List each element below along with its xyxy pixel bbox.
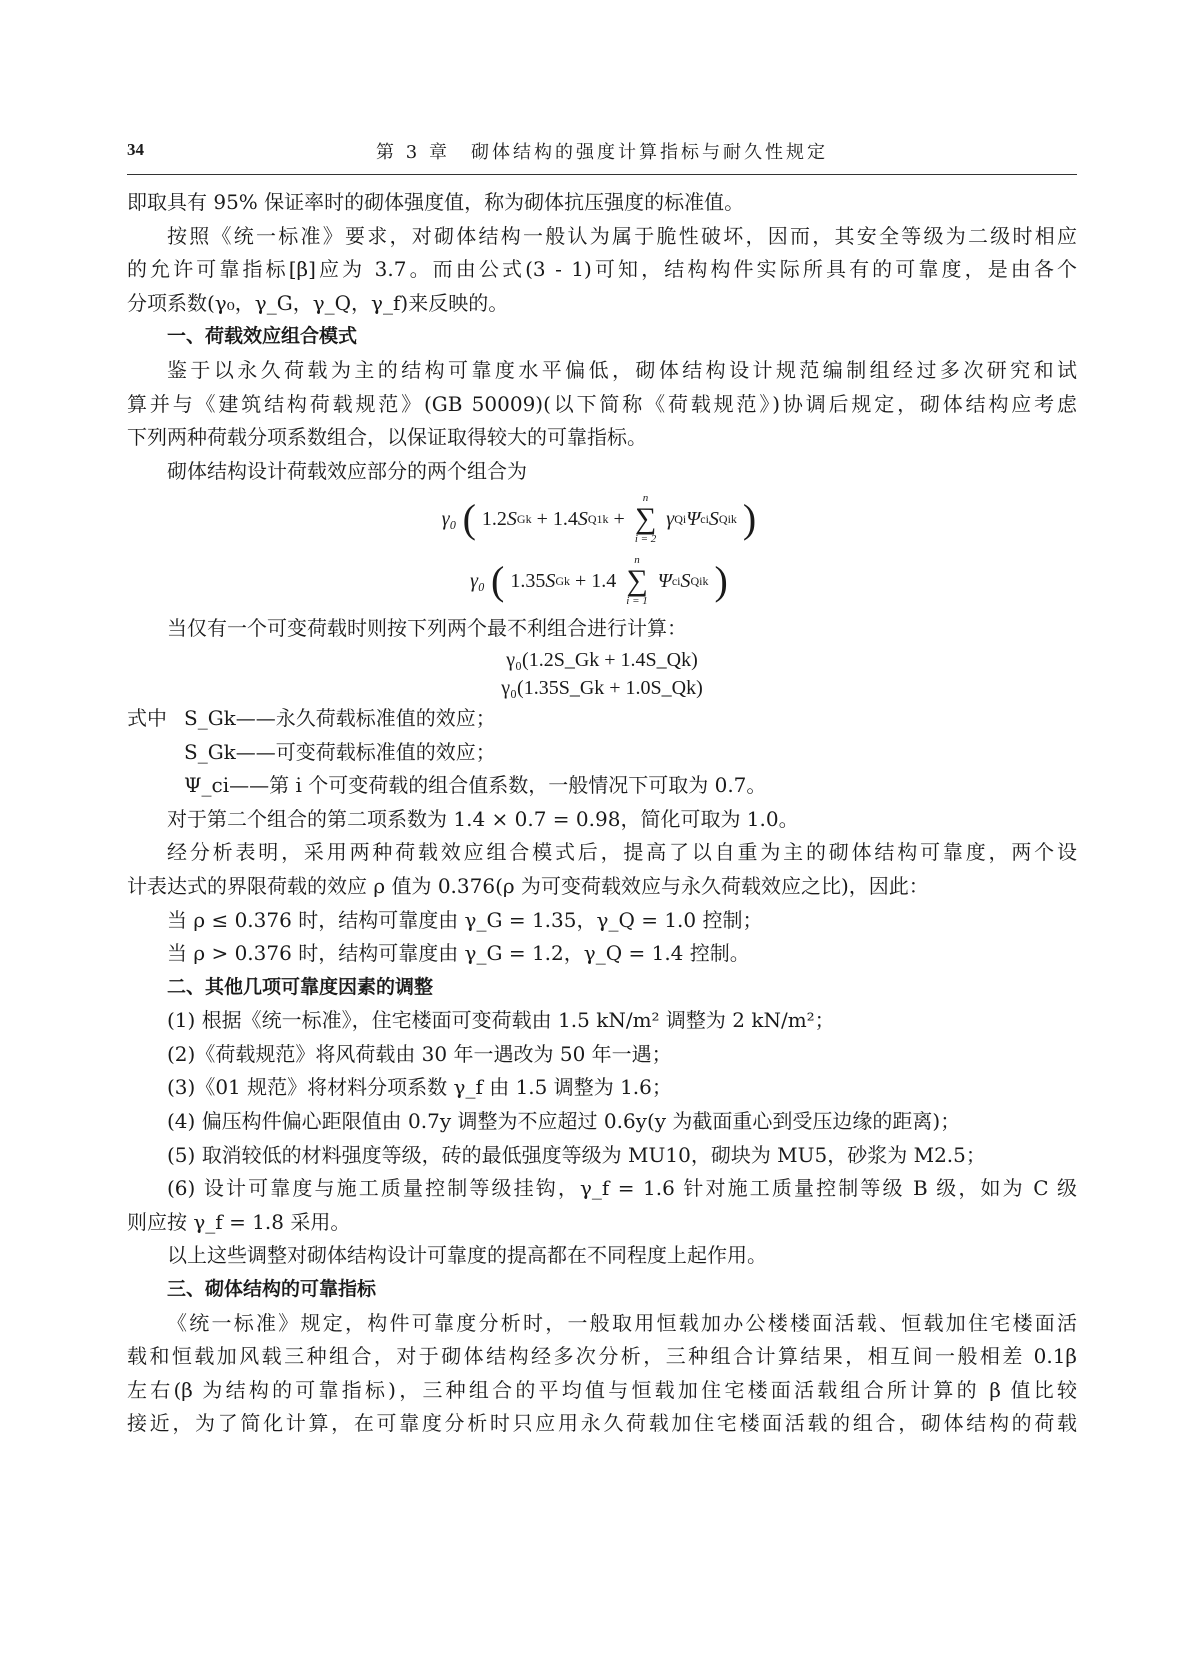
formula-gamma: γ₀: [470, 570, 485, 593]
formula-symbol: S: [680, 570, 691, 593]
formula-single-2: γ₀(1.35S_Gk + 1.0S_Qk): [501, 676, 703, 699]
definition-row: [127, 702, 1077, 736]
paragraph-line: 接近，为了简化计算，在可靠度分析时只应用永久荷载加住宅楼面活载的组合，砌体结构的荷载: [127, 1411, 1077, 1436]
paragraph: 当 ρ ≤ 0.376 时，结构可靠度由 γ_G = 1.35，γ_Q = 1.0 控制；: [167, 907, 763, 932]
paragraph-line: 鉴于以永久荷载为主的结构可靠度水平偏低，砌体结构设计规范编制组经过多次研究和试: [167, 357, 1077, 382]
paragraph-line: 经分析表明，采用两种荷载效应组合模式后，提高了以自重为主的砌体结构可靠度，两个设: [167, 840, 1077, 865]
formula-paren-open: (: [462, 496, 476, 542]
list-item: (6) 设计可靠度与施工质量控制等级挂钩，γ_f = 1.6 针对施工质量控制等级 B 级，如为 C 级: [167, 1176, 1077, 1201]
paragraph-line: 按照《统一标准》要求，对砌体结构一般认为属于脆性破坏，因而，其安全等级为二级时相应: [167, 223, 1077, 248]
section-heading: 三、砌体结构的可靠指标: [167, 1278, 377, 1301]
paragraph: 即取具有 95% 保证率时的砌体强度值，称为砌体抗压强度的标准值。: [127, 190, 745, 214]
sigma-icon: ∑: [634, 502, 657, 536]
list-item: (2)《荷载规范》将风荷载由 30 年一遇改为 50 年一遇；: [167, 1041, 672, 1066]
formula-paren-open: (: [491, 558, 505, 604]
formula-paren-close: ): [714, 558, 728, 604]
formula-combination-1: [127, 488, 1077, 550]
definition-row: Ψ_ci——第 i 个可变荷载的组合值系数，一般情况下可取为 0.7。: [184, 773, 767, 798]
formula-symbol: S: [545, 570, 556, 593]
summation: [635, 493, 656, 545]
sum-lower: i = 1: [626, 595, 648, 608]
formula-combination-2: [127, 550, 1077, 612]
list-item: (3)《01 规范》将材料分项系数 γ_f 由 1.5 调整为 1.6；: [167, 1075, 672, 1100]
list-item-continuation: 则应按 γ_f = 1.8 采用。: [127, 1209, 351, 1234]
paragraph: 当 ρ > 0.376 时，结构可靠度由 γ_G = 1.2，γ_Q = 1.4 控制。: [167, 941, 750, 966]
paragraph: 砌体结构设计荷载效应部分的两个组合为: [167, 458, 527, 483]
sum-lower: i = 2: [634, 533, 657, 546]
section-heading: 一、荷载效应组合模式: [167, 325, 358, 348]
summation: [626, 555, 647, 607]
paragraph: 以上这些调整对砌体结构设计可靠度的提高都在不同程度上起作用。: [167, 1243, 767, 1268]
paragraph-line: 的允许可靠指标[β]应为 3.7。而由公式(3 - 1)可知，结构构件实际所具有的可靠度，是由各个: [127, 257, 1077, 282]
formula-symbol: Ψ: [686, 508, 701, 531]
formula-coef: + 1.4: [575, 570, 617, 593]
formula-symbol: S: [506, 508, 517, 531]
page-body: [127, 186, 1077, 1441]
formula-subscript: Qik: [690, 574, 709, 589]
section-heading: 二、其他几项可靠度因素的调整: [167, 975, 434, 998]
formula-coef: 1.35: [510, 570, 546, 593]
sigma-icon: ∑: [626, 564, 648, 598]
sum-upper: n: [634, 554, 640, 567]
formula-coef: 1.2: [481, 508, 507, 531]
running-header: [127, 134, 1077, 175]
formula-symbol: Ψ: [657, 570, 672, 593]
page-number: 34: [127, 140, 144, 159]
formula-subscript: Qik: [718, 512, 737, 527]
chapter-title: 第 3 章 砌体结构的强度计算指标与耐久性规定: [376, 142, 828, 163]
formula-subscript: ci: [700, 512, 709, 527]
formula-symbol: S: [577, 508, 588, 531]
formula-subscript: Gk: [516, 512, 532, 527]
formula-symbol: S: [708, 508, 719, 531]
formula-symbol: γ: [666, 508, 675, 531]
formula-paren-close: ): [742, 496, 757, 542]
paragraph-line: 算并与《建筑结构荷载规范》(GB 50009)(以下简称《荷载规范》)协调后规定，砌体结构应考虑: [127, 391, 1077, 416]
list-item: (1) 根据《统一标准》，住宅楼面可变荷载由 1.5 kN/m² 调整为 2 kN/m²；: [167, 1008, 835, 1033]
list-item: (5) 取消较低的材料强度等级，砖的最低强度等级为 MU10，砌块为 MU5，砂浆为 M2.5；: [167, 1142, 986, 1167]
formula-plus: +: [613, 508, 625, 531]
paragraph-line: 载和恒载加风载三种组合，对于砌体结构经多次分析，三种组合计算结果，相互间一般相差 0.1β: [127, 1344, 1077, 1369]
paragraph-line: 《统一标准》规定，构件可靠度分析时，一般取用恒载加办公楼楼面活载、恒载加住宅楼面活: [167, 1310, 1077, 1335]
where-label: 式中: [127, 705, 167, 730]
definition-text: S_Gk——永久荷载标准值的效应；: [184, 705, 496, 730]
paragraph: 当仅有一个可变荷载时则按下列两个最不利组合进行计算：: [167, 616, 687, 641]
paragraph-line: 下列两种荷载分项系数组合，以保证取得较大的可靠指标。: [127, 425, 647, 450]
paragraph-line: 左右(β 为结构的可靠指标)，三种组合的平均值与恒载加住宅楼面活载组合所计算的 β 值比较: [127, 1377, 1077, 1402]
list-item: (4) 偏压构件偏心距限值由 0.7y 调整为不应超过 0.6y(y 为截面重心到受压边缘的距离)；: [167, 1109, 961, 1134]
paragraph-line: 计表达式的界限荷载的效应 ρ 值为 0.376(ρ 为可变荷载效应与永久荷载效应之比)，因此：: [127, 873, 929, 898]
formula-coef: + 1.4: [536, 508, 578, 531]
formula-subscript: Gk: [555, 574, 570, 589]
paragraph-line: 分项系数(γ₀，γ_G，γ_Q，γ_f)来反映的。: [127, 290, 509, 315]
formula-subscript: Q1k: [587, 512, 609, 527]
sum-upper: n: [642, 492, 649, 505]
definition-row: S_Gk——可变荷载标准值的效应；: [184, 739, 496, 764]
formula-single-1: γ₀(1.2S_Gk + 1.4S_Qk): [506, 648, 698, 671]
formula-gamma: γ₀: [441, 508, 457, 531]
paragraph: 对于第二个组合的第二项系数为 1.4 × 0.7 = 0.98，简化可取为 1.0。: [167, 806, 799, 831]
formula-subscript: Qi: [674, 512, 687, 527]
formula-subscript: ci: [671, 574, 681, 589]
